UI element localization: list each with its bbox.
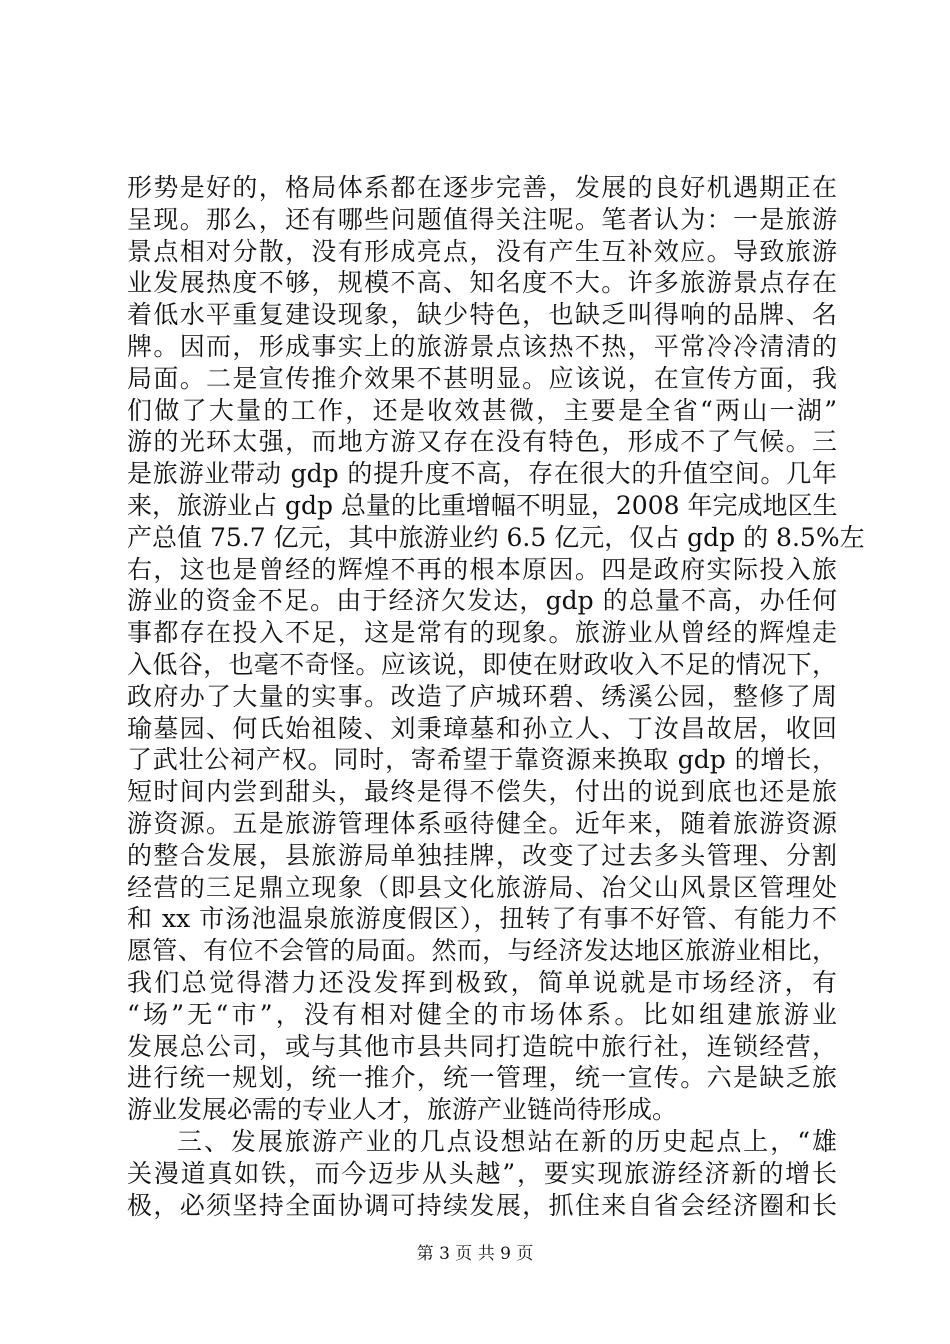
text-line-15: 事都存在投入不足，这是常有的现象。旅游业从曾经的辉煌走 [127,618,837,648]
text-line-11: 来，旅游业占 gdp 总量的比重增幅不明显，2008 年完成地区生 [127,490,838,520]
text-line-16: 入低谷，也毫不奇怪。应该说，即使在财政收入不足的情况下， [127,649,837,679]
text-line-20: 短时间内尝到甜头，最终是得不偿失，付出的说到底也还是旅 [127,777,837,807]
text-line-32: 关漫道真如铁，而今迈步从头越”，要实现旅游经济新的增长 [127,1158,837,1188]
text-line-14: 游业的资金不足。由于经济欠发达，gdp 的总量不高，办任何 [127,586,837,616]
text-line-13: 右，这也是曾经的辉煌不再的根本原因。四是政府实际投入旅 [127,554,837,584]
text-line-7: 局面。二是宣传推介效果不甚明显。应该说，在宣传方面，我 [127,363,837,393]
text-line-21: 游资源。五是旅游管理体系亟待健全。近年来，随着旅游资源 [127,808,837,838]
text-line-10: 是旅游业带动 gdp 的提升度不高，存在很大的升值空间。几年 [127,459,837,489]
text-line-1: 形势是好的，格局体系都在逐步完善，发展的良好机遇期正在 [127,173,837,202]
section-heading-line: 三、发展旅游产业的几点设想站在新的历史起点上，“雄 [177,1126,837,1156]
text-line-24: 和 xx 市汤池温泉旅游度假区），扭转了有事不好管、有能力不 [127,904,837,934]
text-line-29: 进行统一规划，统一推介，统一管理，统一宣传。六是缺乏旅 [127,1063,837,1093]
text-line-27: “场”无“市”，没有相对健全的市场体系。比如组建旅游业 [127,999,837,1029]
text-line-8: 们做了大量的工作，还是收效甚微，主要是全省“两山一湖” [127,395,837,425]
text-line-33: 极，必须坚持全面协调可持续发展，抓住来自省会经济圈和长 [127,1190,837,1220]
text-line-28: 发展总公司，或与其他市县共同打造皖中旅行社，连锁经营， [127,1031,837,1061]
text-line-2: 呈现。那么，还有哪些问题值得关注呢。笔者认为：一是旅游 [127,204,837,234]
text-line-23: 经营的三足鼎立现象（即县文化旅游局、冶父山风景区管理处 [127,872,837,902]
body-text [127,172,865,1221]
text-line-3: 景点相对分散，没有形成亮点，没有产生互补效应。导致旅游 [127,236,837,266]
text-line-25: 愿管、有位不会管的局面。然而，与经济发达地区旅游业相比， [127,936,837,966]
text-line-17: 政府办了大量的实事。改造了庐城环碧、绣溪公园，整修了周 [127,681,837,711]
text-line-19: 了武壮公祠产权。同时，寄希望于靠资源来换取 gdp 的增长， [127,745,837,775]
text-line-9: 游的光环太强，而地方游又存在没有特色，形成不了气候。三 [127,427,837,457]
text-line-18: 瑜墓园、何氏始祖陵、刘秉璋墓和孙立人、丁汝昌故居，收回 [127,713,837,743]
text-line-26: 我们总觉得潜力还没发挥到极致，简单说就是市场经济，有 [127,967,837,997]
text-line-4: 业发展热度不够，规模不高、知名度不大。许多旅游景点存在 [127,268,837,298]
text-line-6: 牌。因而，形成事实上的旅游景点该热不热，平常冷冷清清的 [127,331,837,361]
text-line-5: 着低水平重复建设现象，缺少特色，也缺乏叫得响的品牌、名 [127,300,837,330]
text-line-12: 产总值 75.7 亿元，其中旅游业约 6.5 亿元，仅占 gdp 的 8.5%左 [127,522,865,552]
text-line-30: 游业发展必需的专业人才，旅游产业链尚待形成。 [127,1095,678,1125]
text-line-22: 的整合发展，县旅游局单独挂牌，改变了过去多头管理、分割 [127,840,837,870]
page-footer: 第 3 页 共 9 页 [416,1244,534,1264]
